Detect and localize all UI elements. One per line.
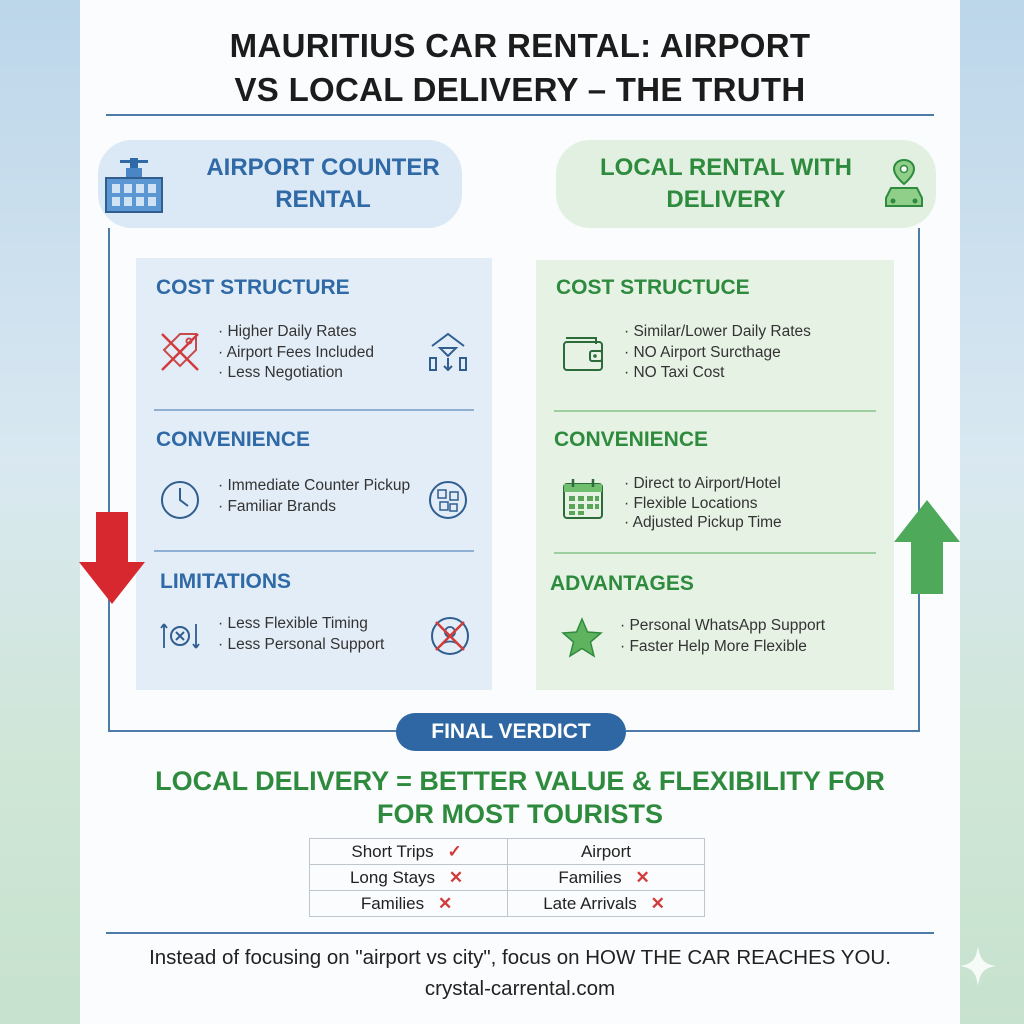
list-item: · Immediate Counter Pickup	[218, 476, 410, 497]
left-connector-bottom	[108, 730, 398, 732]
cross-icon: ✕	[438, 893, 453, 913]
local-convenience-list	[624, 474, 782, 533]
local-panel	[536, 260, 894, 690]
local-cost-heading: COST STRUCTUCE	[556, 276, 750, 299]
airport-limitations-list	[218, 614, 384, 655]
right-connector	[918, 228, 920, 732]
scale-icon	[426, 330, 470, 374]
section-divider	[554, 410, 876, 412]
cross-icon: ✕	[650, 893, 665, 913]
local-convenience-heading: CONVENIENCE	[554, 428, 709, 451]
sparkle-icon	[958, 944, 998, 988]
list-item: · Personal WhatsApp Support	[620, 616, 825, 637]
cross-icon: ✕	[635, 867, 650, 887]
footer-divider	[106, 932, 934, 934]
airport-header	[98, 140, 462, 228]
airport-header-line-1: AIRPORT COUNTER	[206, 154, 440, 181]
star-icon	[560, 616, 604, 660]
list-item: · Higher Daily Rates	[218, 322, 374, 343]
final-verdict-badge: FINAL VERDICT	[396, 713, 626, 751]
list-item: · Less Personal Support	[218, 635, 384, 656]
list-item: · Familiar Brands	[218, 497, 410, 518]
up-arrow-icon	[894, 500, 960, 594]
airport-limitations-heading: LIMITATIONS	[160, 570, 292, 593]
list-item: · NO Taxi Cost	[624, 363, 811, 384]
table-cell	[508, 891, 705, 917]
cell-label: Families	[558, 867, 622, 887]
wallet-icon	[560, 330, 606, 374]
verdict-headline	[80, 765, 960, 831]
cross-icon: ✕	[448, 867, 464, 887]
table-cell	[310, 865, 508, 891]
airport-cost-heading: COST STRUCTURE	[156, 276, 350, 299]
list-item: · Less Negotiation	[218, 363, 374, 384]
airport-building-icon	[100, 156, 172, 216]
local-header-title	[576, 152, 876, 216]
clock-icon	[158, 478, 202, 522]
comparison-table	[309, 838, 705, 917]
verdict-headline-line-2: FOR MOST TOURISTS	[376, 799, 663, 829]
right-connector-bottom	[626, 730, 920, 732]
table-row	[310, 839, 705, 865]
footer-tagline: Instead of focusing on "airport vs city", focus on HOW THE CAR REACHES YOU.	[149, 946, 891, 969]
local-advantages-heading: ADVANTAGES	[550, 572, 694, 595]
airport-header-title	[188, 152, 458, 216]
local-header-line-1: LOCAL RENTAL WITH	[600, 154, 852, 181]
local-header	[556, 140, 936, 228]
crossed-price-tag-icon	[158, 330, 202, 374]
check-icon: ✓	[447, 841, 462, 861]
cell-label: Airport	[580, 841, 632, 861]
local-header-line-2: DELIVERY	[666, 186, 786, 213]
verdict-headline-line-1: LOCAL DELIVERY = BETTER VALUE & FLEXIBILITY FOR	[155, 766, 885, 796]
airport-cost-list	[218, 322, 374, 384]
calendar-icon	[560, 476, 606, 522]
list-item: · Similar/Lower Daily Rates	[624, 322, 811, 343]
airport-panel	[136, 258, 492, 690]
left-connector	[108, 228, 110, 732]
section-divider	[554, 552, 876, 554]
table-cell	[508, 839, 705, 865]
title-line-1: MAURITIUS CAR RENTAL: AIRPORT	[229, 27, 811, 64]
table-row	[310, 865, 705, 891]
list-item: · Airport Fees Included	[218, 343, 374, 364]
list-item: · NO Airport Surcthage	[624, 343, 811, 364]
table-row	[310, 891, 705, 917]
airport-header-line-2: RENTAL	[275, 186, 371, 213]
local-advantages-list	[620, 616, 825, 657]
list-item: · Flexible Locations	[624, 494, 782, 514]
no-support-icon	[428, 614, 472, 658]
flexible-timing-icon	[160, 616, 200, 656]
section-divider	[154, 550, 474, 552]
footer-website[interactable]: crystal-carrental.com	[424, 977, 616, 1000]
cell-label: Long Stays	[349, 867, 436, 887]
table-cell	[310, 891, 508, 917]
local-cost-list	[624, 322, 811, 384]
list-item: · Less Flexible Timing	[218, 614, 384, 635]
list-item: · Faster Help More Flexible	[620, 637, 825, 658]
page-title	[80, 24, 960, 112]
title-divider	[106, 114, 934, 116]
cell-label: Families	[360, 893, 425, 913]
car-location-icon	[878, 156, 930, 212]
cell-label: Short Trips	[351, 841, 434, 861]
cell-label: Late Arrivals	[543, 893, 637, 913]
infographic-page	[80, 0, 960, 1024]
brands-icon	[426, 478, 470, 522]
airport-convenience-list	[218, 476, 410, 517]
title-line-2: VS LOCAL DELIVERY – THE TRUTH	[234, 71, 806, 108]
section-divider	[154, 409, 474, 411]
table-cell	[508, 865, 705, 891]
list-item: · Direct to Airport/Hotel	[624, 474, 782, 494]
down-arrow-icon	[79, 512, 145, 604]
list-item: · Adjusted Pickup Time	[624, 513, 782, 533]
airport-convenience-heading: CONVENIENCE	[156, 428, 311, 451]
table-cell	[310, 839, 508, 865]
